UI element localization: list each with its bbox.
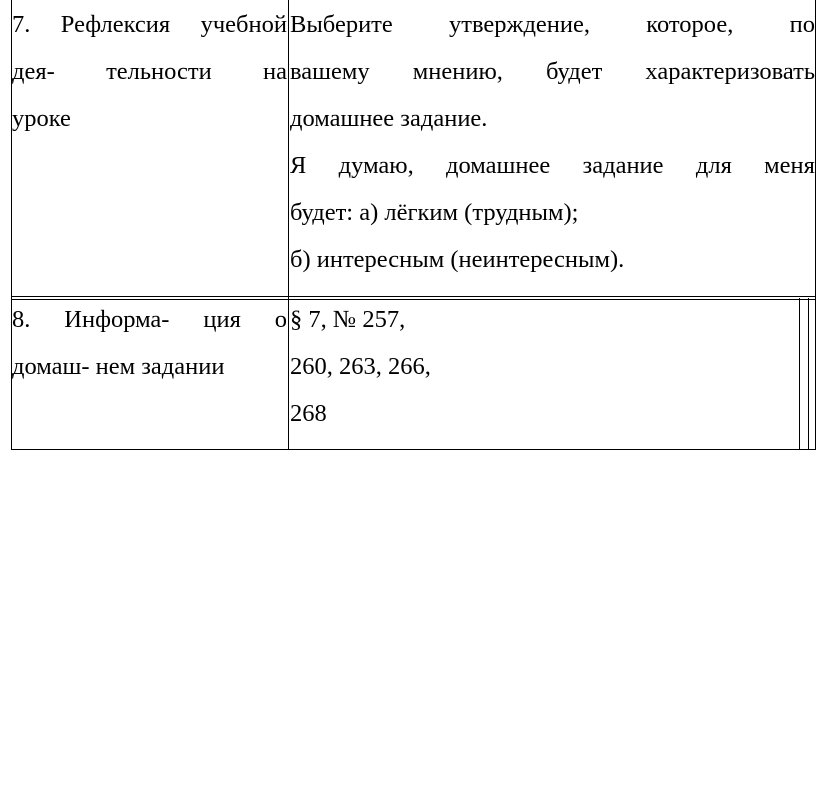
row-7-content-word: утверждение, (449, 11, 591, 38)
row-7-content-word: для (695, 152, 732, 179)
row-8-stage-word: 8. (12, 306, 31, 333)
row-7-content-word: задание (582, 152, 664, 179)
row-8-stage-word: Информа- (64, 306, 170, 333)
row-7-content-word: Выберите (290, 11, 393, 38)
homework-reference: 268 (290, 400, 327, 427)
row-7-stage-cell (12, 1, 287, 142)
row-8-stage-word: ция (203, 306, 241, 333)
row-7-content-word: характеризовать (645, 58, 815, 85)
row-7-stage-line-1 (12, 1, 287, 48)
homework-reference: § 7, № 257, (290, 306, 406, 333)
row-7-content-word: вашему (290, 58, 370, 85)
row-7-stage-line-2 (12, 48, 287, 95)
row-7-stage-word: тельности (106, 58, 212, 85)
row-7-content-line-4 (290, 142, 815, 189)
row-7-content-word: которое, (646, 11, 734, 38)
row-7-content-word: будет (545, 58, 603, 85)
row-8-stage-word: домаш- нем задании (12, 353, 225, 380)
row-7-content-line-5 (290, 189, 815, 236)
row-7-stage-word: Рефлексия (60, 11, 171, 38)
row-7-content-word: мнению, (412, 58, 503, 85)
row-7-content-word: будет: а) лёгким (трудным); (290, 199, 579, 226)
row-7-stage-line-3 (12, 95, 287, 142)
row-7-content-word: б) интересным (неинтересным). (290, 246, 625, 273)
row-8-stage-line-1 (12, 296, 287, 343)
row-7-content-word: думаю, (338, 152, 414, 179)
homework-reference: 260, 263, 266, (290, 353, 431, 380)
row-7-content-line-2 (290, 48, 815, 95)
lesson-plan-table (11, 0, 816, 450)
column-divider (288, 0, 289, 450)
row-7-stage-word: учебной (200, 11, 287, 38)
row-7-content-word: меня (764, 152, 815, 179)
row-7-content-line-1 (290, 1, 815, 48)
row-7-stage-word: на (263, 58, 287, 85)
row-7-content-line-3 (290, 95, 815, 142)
row-7-stage-word: 7. (12, 11, 31, 38)
row-7-stage-word: уроке (12, 105, 71, 132)
row-8-stage-line-2 (12, 343, 287, 390)
row-8-stage-cell (12, 296, 287, 390)
row-8-content-cell (290, 296, 795, 437)
row-7-content-word: Я (290, 152, 307, 179)
row-7-stage-word: дея- (12, 58, 55, 85)
row-7-content-cell (290, 1, 815, 283)
row-7-content-word: домашнее задание. (290, 105, 488, 132)
row-8-extra-rule-1 (799, 298, 800, 450)
row-8-content-line-1 (290, 296, 795, 343)
row-8-stage-word: о (274, 306, 287, 333)
row-7-content-word: по (789, 11, 815, 38)
row-7-content-line-6 (290, 236, 815, 283)
row-8-extra-rule-2 (808, 298, 809, 450)
row-8-content-line-2 (290, 343, 795, 390)
row-7-content-word: домашнее (446, 152, 551, 179)
row-8-content-line-3 (290, 390, 795, 437)
